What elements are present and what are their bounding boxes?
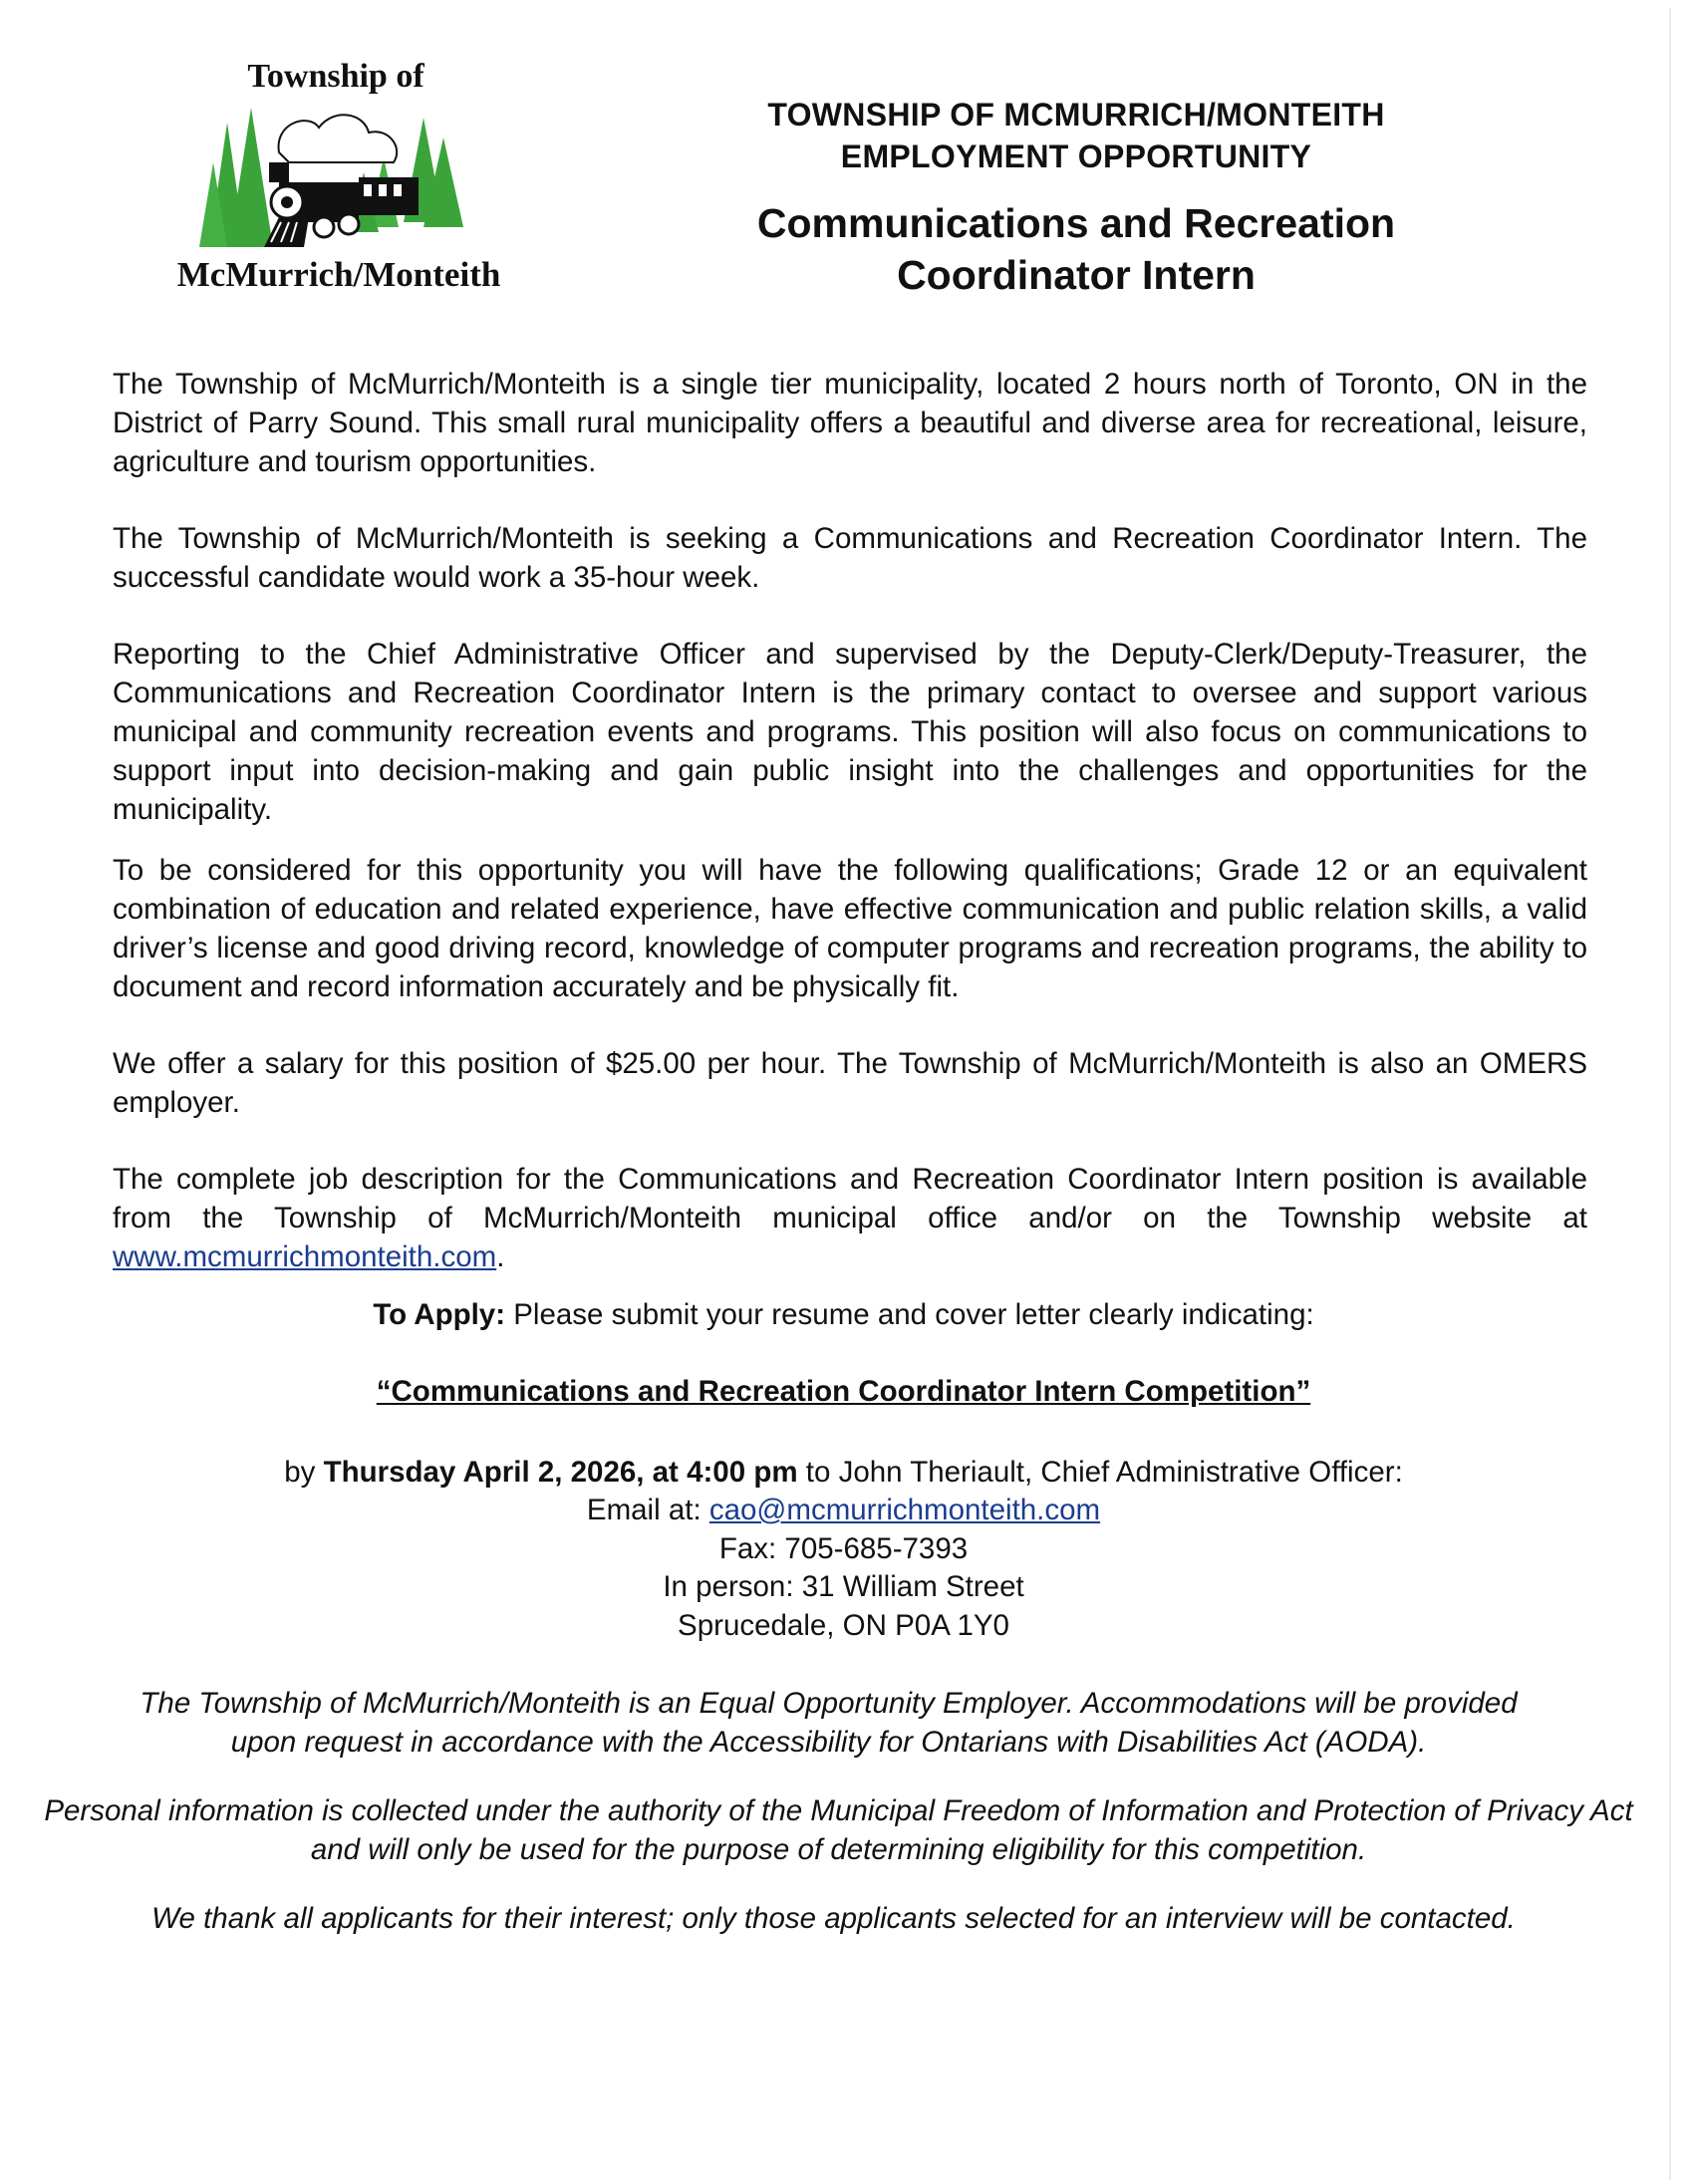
- competition-name: “Communications and Recreation Coordinator Intern Competition”: [376, 1375, 1311, 1408]
- apply-label: To Apply:: [373, 1298, 506, 1331]
- deadline-prefix: by: [284, 1456, 324, 1489]
- deadline-date: Thursday April 2, 2026, at 4:00 pm: [323, 1456, 798, 1489]
- deadline-line: [0, 1453, 1687, 1492]
- job-title-line1: Communications and Recreation: [756, 200, 1396, 246]
- logo-top-text: Township of: [247, 58, 424, 95]
- job-description-body: [113, 365, 1587, 1276]
- job-title: [638, 197, 1515, 301]
- steam-train-with-trees-icon: [199, 103, 468, 252]
- job-title-line2: Coordinator Intern: [897, 252, 1256, 298]
- email-link[interactable]: cao@mcmurrichmonteith.com: [708, 1494, 1101, 1526]
- apply-instructions: [0, 1298, 1687, 1332]
- seeking-paragraph: The Township of McMurrich/Monteith is seeking a Communications and Recreation Coordinator Intern. The successful candidate would work a 35-hour week.: [113, 522, 1587, 594]
- logo-bottom-text: McMurrich/Monteith: [176, 255, 501, 294]
- job-description-end: .: [496, 1240, 505, 1273]
- thank-you-notice: We thank all applicants for their interest; only those applicants selected for an interview will be contacted.: [151, 1902, 1516, 1935]
- city-line: Sprucedale, ON P0A 1Y0: [678, 1608, 1009, 1642]
- fax-line: Fax: 705-685-7393: [718, 1531, 969, 1565]
- township-logo: [130, 58, 548, 307]
- reporting-paragraph: Reporting to the Chief Administrative Officer and supervised by the Deputy-Clerk/Deputy-Treasurer, the Communications and Recreation Coordinator Intern is the primary contact to oversee and support various municipal and community recreation events and programs. This position will also focus on communications to support input into decision-making and gain public insight into the challenges and opportunities for the municipality.: [113, 638, 1587, 826]
- contact-block: [0, 1492, 1687, 1645]
- email-label: Email at:: [586, 1494, 709, 1526]
- employment-opportunity-heading: EMPLOYMENT OPPORTUNITY: [840, 138, 1312, 174]
- equal-opportunity-notice: The Township of McMurrich/Monteith is an Equal Opportunity Employer. Accommodations will be provided upon request in accordance with the Accessibility for Ontarians with Disabilities Act (AODA).: [140, 1687, 1518, 1759]
- org-name: TOWNSHIP OF MCMURRICH/MONTEITH: [767, 97, 1385, 133]
- intro-paragraph: The Township of McMurrich/Monteith is a single tier municipality, located 2 hours north of Toronto, ON in the District of Parry Sound. This small rural municipality offers a beautiful and diverse area for recreational, leisure, agriculture and tourism opportunities.: [113, 368, 1587, 478]
- address-line: In person: 31 William Street: [663, 1570, 1024, 1603]
- salary-paragraph: We offer a salary for this position of $25.00 per hour. The Township of McMurrich/Monteith is also an OMERS employer.: [113, 1047, 1587, 1119]
- job-description-text: The complete job description for the Communications and Recreation Coordinator Intern position is available from the Township of McMurrich/Monteith municipal office and/or on the Township website at: [113, 1163, 1587, 1234]
- apply-text: Please submit your resume and cover letter clearly indicating:: [505, 1298, 1314, 1331]
- email-line: [0, 1492, 1687, 1530]
- privacy-notice: Personal information is collected under the authority of the Municipal Freedom of Information and Protection of Privacy Act and will only be used for the purpose of determining eligibility for this competition.: [44, 1794, 1633, 1866]
- deadline-recipient: to John Theriault, Chief Administrative Officer:: [797, 1456, 1403, 1489]
- job-description-paragraph: [113, 1160, 1587, 1276]
- website-link[interactable]: www.mcmurrichmonteith.com: [113, 1240, 497, 1273]
- footer-notices: [0, 1684, 1687, 1968]
- document-header: [638, 94, 1515, 301]
- qualifications-paragraph: To be considered for this opportunity you will have the following qualifications; Grade 12 or an equivalent combination of education and related experience, have effective communication and public relation skills, a valid driver’s license and good driving record, knowledge of computer programs and recreation programs, the ability to document and record information accurately and be physically fit.: [113, 854, 1587, 1003]
